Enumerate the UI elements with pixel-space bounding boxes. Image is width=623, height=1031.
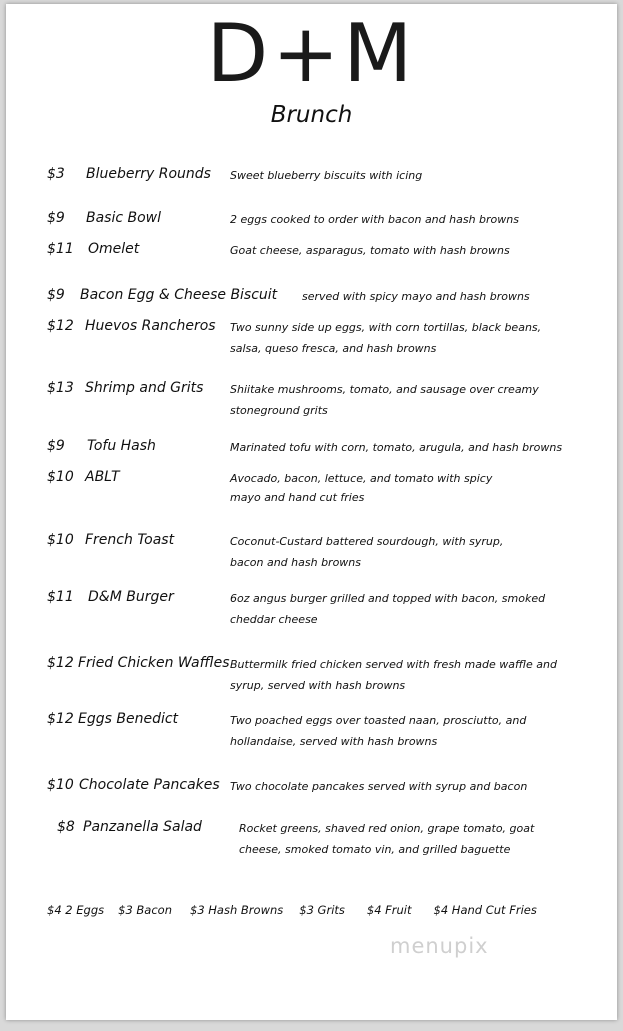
item-description: bacon and hash browns [230,556,362,569]
item-description: Marinated tofu with corn, tomato, arugula, and hash browns [230,441,563,454]
item-name: ABLT [85,469,120,485]
side-item: $3 Hash Browns [190,903,284,917]
item-description: salsa, queso fresca, and hash browns [230,342,437,355]
item-description: hollandaise, served with hash browns [230,735,438,748]
item-description: cheese, smoked tomato vin, and grilled baguette [239,843,511,856]
item-price: $10 [47,469,74,485]
item-name: Tofu Hash [87,438,156,454]
item-description: Shiitake mushrooms, tomato, and sausage over creamy [230,383,539,396]
menu-title: Brunch [270,102,353,128]
item-price: $9 [47,438,65,454]
item-price: $8 [57,819,75,835]
restaurant-logo: D+M [206,7,417,100]
menu-page [6,4,617,1020]
item-price: $11 [47,241,74,257]
item-price: $13 [47,380,74,396]
item-name: Bacon Egg & Cheese Biscuit [80,287,278,303]
item-name: Chocolate Pancakes [79,777,220,793]
item-name: Huevos Rancheros [85,318,216,334]
item-price: $12 [47,711,74,727]
item-price: $12 [47,655,74,671]
item-name: Basic Bowl [86,210,162,226]
item-name: Panzanella Salad [83,819,202,835]
item-price: $10 [47,777,74,793]
item-description: Goat cheese, asparagus, tomato with hash browns [230,244,510,257]
item-price: $3 [47,166,65,182]
item-name: Eggs Benedict [78,711,179,727]
item-description: 2 eggs cooked to order with bacon and hash browns [230,213,519,226]
item-name: French Toast [85,532,175,548]
item-description: 6oz angus burger grilled and topped with bacon, smoked [230,592,546,605]
side-item: $4 Hand Cut Fries [433,903,537,917]
side-item: $4 Fruit [366,903,412,917]
item-description: cheddar cheese [230,613,318,626]
side-item: $3 Bacon [118,903,172,917]
item-price: $9 [47,210,65,226]
item-price: $12 [47,318,74,334]
item-description: Two sunny side up eggs, with corn tortillas, black beans, [230,321,542,334]
item-name: Fried Chicken Waffles [78,655,230,671]
item-name: D&M Burger [88,589,174,605]
item-description: Two poached eggs over toasted naan, prosciutto, and [230,714,527,727]
item-description: Rocket greens, shaved red onion, grape tomato, goat [239,822,535,835]
item-description: served with spicy mayo and hash browns [302,290,530,303]
item-name: Omelet [88,241,140,257]
item-description: Sweet blueberry biscuits with icing [230,169,423,182]
side-item: $4 2 Eggs [47,903,105,917]
side-item: $3 Grits [299,903,345,917]
sides-list [47,903,537,917]
item-description: Coconut-Custard battered sourdough, with syrup, [230,535,504,548]
item-price: $9 [47,287,65,303]
item-description: Buttermilk fried chicken served with fresh made waffle and [230,658,557,671]
item-description: Two chocolate pancakes served with syrup and bacon [230,780,528,793]
item-name: Blueberry Rounds [86,166,211,182]
item-price: $10 [47,532,74,548]
item-description: syrup, served with hash browns [230,679,406,692]
item-price: $11 [47,589,74,605]
watermark-logo: menupix [390,934,489,958]
item-name: Shrimp and Grits [85,380,204,396]
item-description: Avocado, bacon, lettuce, and tomato with spicy [230,472,493,485]
item-description: stoneground grits [230,404,328,417]
item-description: mayo and hand cut fries [230,491,365,504]
